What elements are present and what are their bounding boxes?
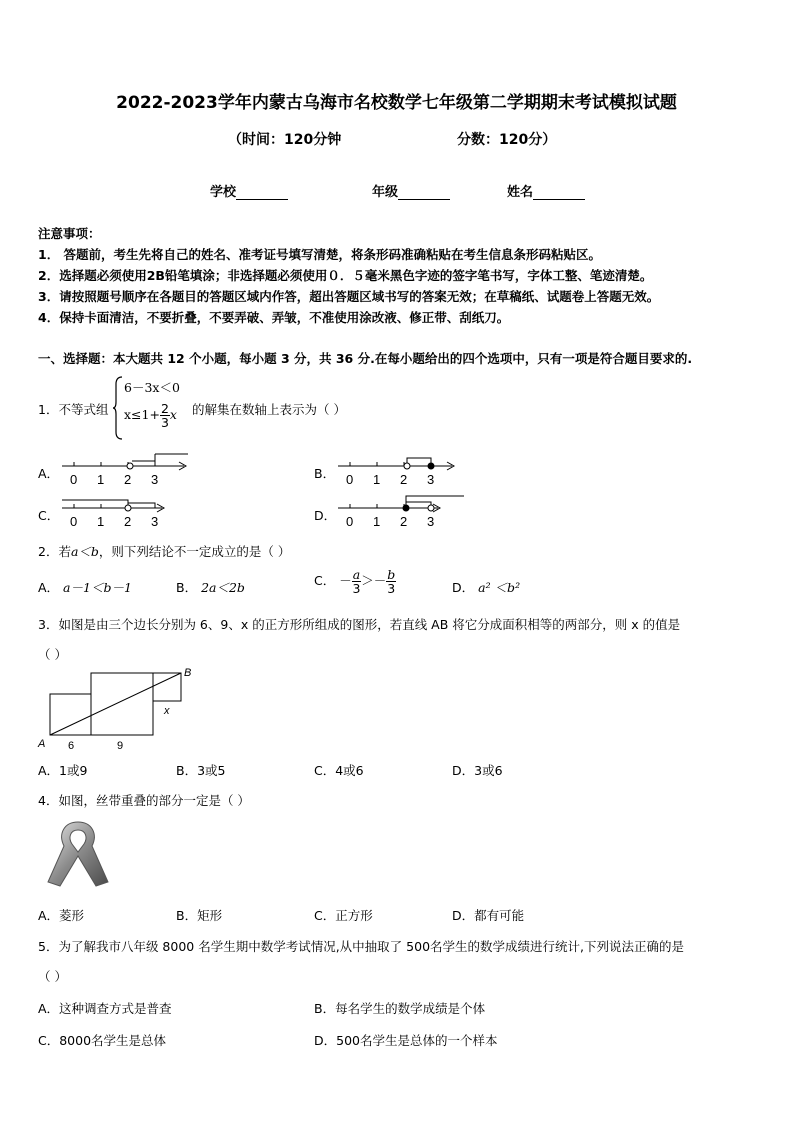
- grade-label: 年级: [372, 185, 399, 200]
- name-field: [507, 181, 585, 200]
- q3-paren: （ ）: [38, 647, 67, 662]
- q1-line2-left: x≤1+: [124, 407, 160, 422]
- q4-stem: 4．如图，丝带重叠的部分一定是（ ）: [38, 793, 250, 808]
- note-item: 3．请按照题号顺序在各题目的答题区域内作答，超出答题区域书写的答案无效；在草稿纸、试题卷上答题无效。: [38, 289, 660, 304]
- q1-option-d-label: D．: [314, 508, 337, 523]
- q2-option-c-pre: －: [339, 573, 352, 588]
- q2-option-d-text: a² ＜b²: [478, 580, 521, 595]
- q1-option-d-numberline: [334, 494, 469, 530]
- q2-option-d: [452, 578, 520, 596]
- q3-option-c: C．4或6: [314, 763, 364, 778]
- q5-stem: 5．为了解我市八年级 8000 名学生期中数学考试情况,从中抽取了 500名学生的数学成绩进行统计,下列说法正确的是: [38, 939, 684, 954]
- notes-heading: 注意事项：: [38, 226, 101, 241]
- q2-option-d-label: D．: [452, 580, 475, 595]
- q5-option-b: B．每名学生的数学成绩是个体: [314, 1001, 486, 1016]
- q5-option-d: D．500名学生是总体的一个样本: [314, 1033, 498, 1048]
- q2-option-a-text: a－1＜b－1: [63, 580, 132, 595]
- q1-system-line1: 6－3x＜0: [124, 380, 180, 395]
- q3-figure: [34, 664, 204, 754]
- note-item: 2．选择题必须使用2B铅笔填涂；非选择题必须使用０．５毫米黑色字迹的签字笔书写，字体工整、笔迹清楚。: [38, 268, 653, 283]
- school-label: 学校: [210, 185, 237, 200]
- q1-option-b-numberline: [334, 452, 469, 488]
- q2-stem-a: 2．若: [38, 544, 71, 559]
- tick-label: 1: [373, 472, 381, 487]
- section-heading: 一、选择题：本大题共 12 个小题，每小题 3 分，共 36 分.在每小题给出的四个选项中，只有一项是符合题目要求的.: [38, 351, 693, 366]
- q3-label-b: B: [184, 667, 192, 679]
- q2-option-c-frac1: [352, 568, 361, 595]
- q1-fraction: [160, 402, 170, 429]
- tick-label: 2: [400, 472, 408, 487]
- tick-label: 3: [427, 514, 435, 529]
- q3-label-6: 6: [68, 740, 75, 752]
- tick-label: 1: [373, 514, 381, 529]
- q2-option-c-frac2: [386, 568, 396, 595]
- tick-label: 3: [151, 514, 159, 529]
- q5-paren: （ ）: [38, 969, 67, 984]
- tick-label: 3: [151, 472, 159, 487]
- tick-label: 3: [427, 472, 435, 487]
- q1-option-a-label: A．: [38, 466, 60, 481]
- exam-time: （时间：120分钟: [228, 132, 342, 148]
- tick-label: 2: [124, 472, 132, 487]
- tick-label: 2: [124, 514, 132, 529]
- q5-option-c: C．8000名学生是总体: [38, 1033, 167, 1048]
- grade-blank: [398, 187, 450, 200]
- q4-option-a: A．菱形: [38, 908, 85, 923]
- note-item: 4．保持卡面清洁，不要折叠，不要弄破、弄皱，不准使用涂改液、修正带、刮纸刀。: [38, 310, 510, 325]
- page-title: 2022-2023学年内蒙古乌海市名校数学七年级第二学期期末考试模拟试题: [116, 93, 677, 113]
- q3-option-b: B．3或5: [176, 763, 226, 778]
- tick-label: 0: [346, 514, 354, 529]
- q2-option-c: [314, 568, 396, 595]
- q2-option-b-label: B．: [176, 580, 198, 595]
- q2-option-a: [38, 578, 132, 596]
- q4-ribbon-image: [40, 816, 116, 894]
- q2-option-b: [176, 578, 245, 596]
- note-item: 1． 答题前，考生先将自己的姓名、准考证号填写清楚，将条形码准确粘贴在考生信息条形码粘贴区。: [38, 247, 602, 262]
- q3-stem: 3．如图是由三个边长分别为 6、9、x 的正方形所组成的图形，若直线 AB 将它分成面积相等的两部分，则 x 的值是: [38, 617, 681, 632]
- q5-option-a: A．这种调查方式是普查: [38, 1001, 172, 1016]
- school-blank: [236, 187, 288, 200]
- q1-frac-den: 3: [160, 415, 169, 430]
- school-field: [210, 181, 288, 200]
- name-blank: [533, 187, 585, 200]
- name-label: 姓名: [507, 185, 534, 200]
- q3-label-x: x: [164, 705, 170, 717]
- frac-num: b: [387, 567, 396, 582]
- q2-stem: [38, 542, 290, 560]
- q1-option-c-label: C．: [38, 508, 60, 523]
- q1-option-a-numberline: [58, 452, 193, 488]
- q3-label-9: 9: [117, 740, 124, 752]
- q1-system-line2: [124, 402, 177, 429]
- grade-field: [372, 181, 450, 200]
- exam-score: 分数：120分）: [457, 132, 557, 148]
- q4-option-c: C．正方形: [314, 908, 373, 923]
- q1-suffix: 的解集在数轴上表示为（ ）: [192, 402, 346, 417]
- q1-line2-var: x: [169, 407, 177, 422]
- q4-option-b: B．矩形: [176, 908, 223, 923]
- frac-num: a: [352, 567, 361, 582]
- q2-stem-relation: a＜b: [70, 544, 99, 559]
- tick-label: 2: [400, 514, 408, 529]
- frac-den: 3: [387, 581, 396, 596]
- q3-option-a: A．1或9: [38, 763, 88, 778]
- q2-option-b-text: 2a＜2b: [201, 580, 245, 595]
- q1-frac-num: 2: [160, 401, 169, 416]
- tick-label: 1: [97, 472, 105, 487]
- tick-label: 1: [97, 514, 105, 529]
- q2-stem-b: ，则下列结论不一定成立的是（ ）: [98, 544, 291, 559]
- q3-label-a: A: [38, 738, 46, 750]
- q2-option-c-mid: ＞－: [361, 573, 387, 588]
- q2-option-a-label: A．: [38, 580, 60, 595]
- q2-option-c-label: C．: [314, 573, 336, 588]
- tick-label: 0: [70, 514, 78, 529]
- tick-label: 0: [346, 472, 354, 487]
- q3-option-d: D．3或6: [452, 763, 503, 778]
- q1-option-c-numberline: [58, 496, 193, 532]
- frac-den: 3: [352, 581, 361, 596]
- q1-prefix: 1．不等式组: [38, 402, 109, 417]
- tick-label: 0: [70, 472, 78, 487]
- q1-brace: [113, 376, 123, 440]
- q4-option-d: D．都有可能: [452, 908, 525, 923]
- q1-option-b-label: B．: [314, 466, 336, 481]
